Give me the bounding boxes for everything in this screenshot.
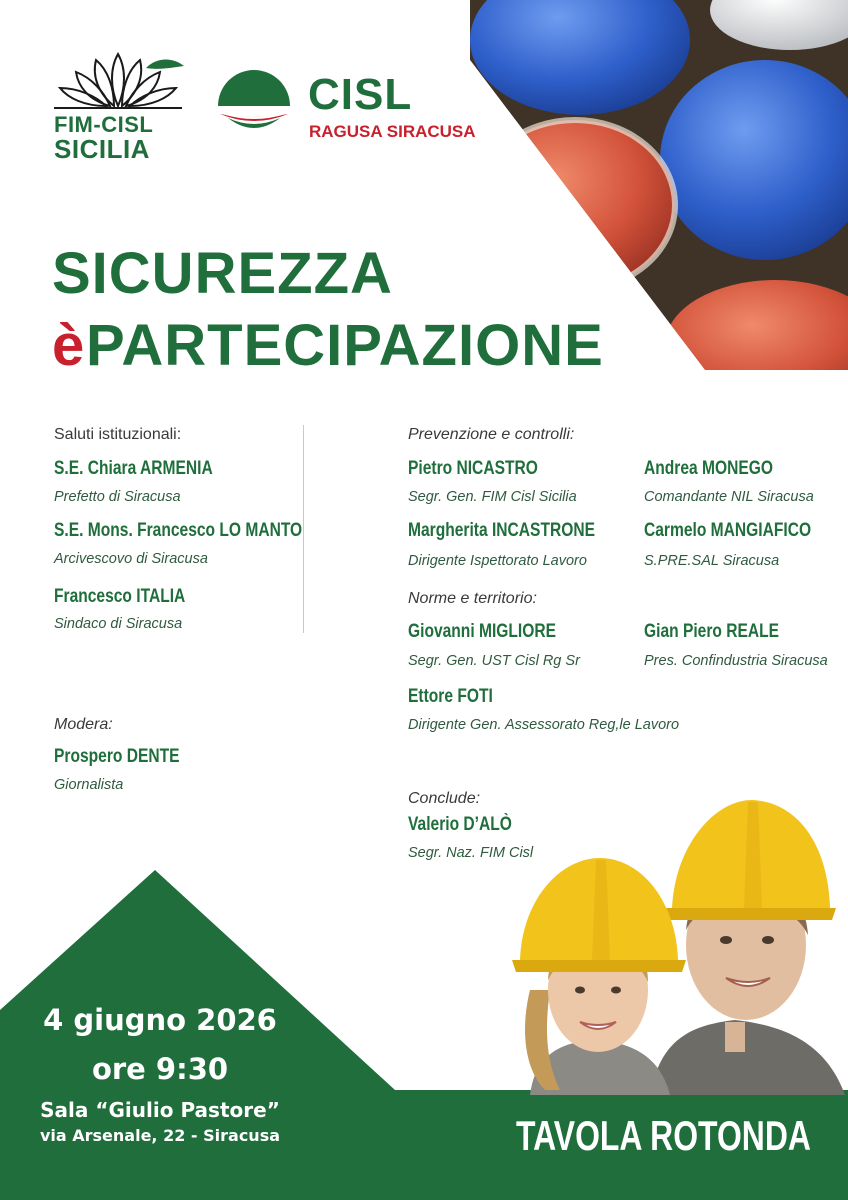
headline-connector: è — [52, 313, 85, 378]
fim-cisl-logo — [48, 48, 188, 166]
workers-photo — [500, 790, 848, 1095]
greetings-label: Saluti istituzionali: — [54, 426, 182, 443]
headline-line2: PARTECIPAZIONE — [86, 313, 604, 378]
fim-logo-line2: SICILIA — [54, 134, 150, 164]
moderator-label: Modera: — [54, 716, 113, 733]
norms-person-name: Gian Piero REALE — [644, 621, 780, 642]
norms-person-role: Pres. Confindustria Siracusa — [644, 653, 828, 669]
cisl-wordmark: CISL — [308, 70, 413, 119]
prevention-person-name: Carmelo MANGIAFICO — [644, 520, 812, 541]
greetings-person-name: S.E. Mons. Francesco LO MANTO — [54, 520, 303, 541]
column-divider — [303, 425, 304, 633]
cisl-mark-icon — [214, 62, 294, 142]
greetings-person-role: Prefetto di Siracusa — [54, 489, 181, 505]
norms-person-name: Giovanni MIGLIORE — [408, 621, 557, 642]
greetings-person-role: Arcivescovo di Siracusa — [54, 551, 208, 567]
prevention-person-name: Andrea MONEGO — [644, 458, 773, 479]
fim-logo-line1: FIM-CISL — [54, 112, 154, 137]
moderator-role: Giornalista — [54, 777, 124, 793]
conclusion-name: Valerio D’ALÒ — [408, 814, 512, 835]
norms-label: Norme e territorio: — [408, 590, 537, 607]
event-type: TAVOLA ROTONDA — [516, 1112, 811, 1159]
greetings-person-name: Francesco ITALIA — [54, 586, 186, 607]
prevention-person-role: Segr. Gen. FIM Cisl Sicilia — [408, 489, 577, 505]
cisl-subtitle: RAGUSA SIRACUSA — [309, 122, 476, 141]
conclusion-label: Conclude: — [408, 790, 481, 807]
greetings-person-name: S.E. Chiara ARMENIA — [54, 458, 213, 479]
event-date: 4 giugno 2026 — [43, 1003, 277, 1037]
prevention-person-name: Margherita INCASTRONE — [408, 520, 595, 541]
event-time: ore 9:30 — [91, 1052, 229, 1086]
norms-person-name: Ettore FOTI — [408, 686, 493, 707]
greetings-person-role: Sindaco di Siracusa — [54, 616, 183, 632]
flower-icon — [48, 48, 188, 110]
event-address: via Arsenale, 22 - Siracusa — [39, 1126, 281, 1145]
conclusion-role: Segr. Naz. FIM Cisl — [408, 845, 534, 861]
prevention-label: Prevenzione e controlli: — [408, 426, 575, 443]
prevention-person-role: S.PRE.SAL Siracusa — [644, 553, 780, 569]
cisl-logo — [214, 62, 476, 148]
norms-person-role: Segr. Gen. UST Cisl Rg Sr — [408, 653, 580, 669]
norms-person-role: Dirigente Gen. Assessorato Reg,le Lavoro — [408, 717, 680, 733]
prevention-person-role: Comandante NIL Siracusa — [644, 489, 814, 505]
headline-line1: SICUREZZA — [52, 241, 393, 306]
prevention-person-role: Dirigente Ispettorato Lavoro — [408, 553, 587, 569]
event-venue: Sala “Giulio Pastore” — [40, 1098, 280, 1122]
moderator-name: Prospero DENTE — [54, 746, 180, 767]
prevention-person-name: Pietro NICASTRO — [408, 458, 538, 479]
